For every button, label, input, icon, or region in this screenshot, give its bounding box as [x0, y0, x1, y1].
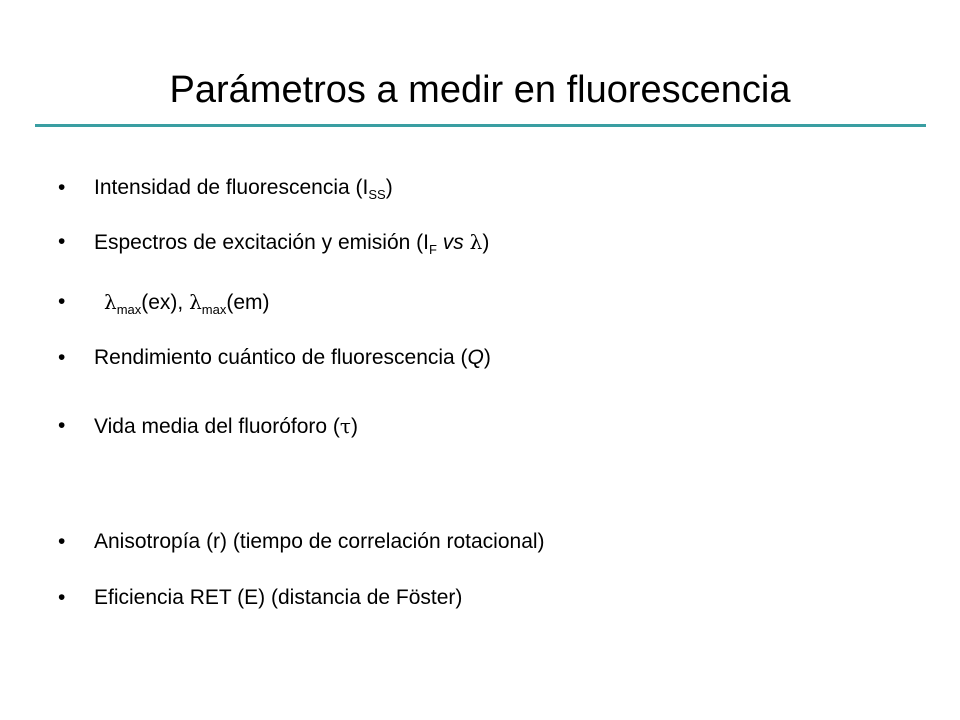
bullet-dot: •: [58, 290, 66, 313]
bullet-text: Eficiencia RET (E) (distancia de Föster): [94, 586, 463, 609]
bullet-dot: •: [58, 176, 66, 199]
bullet-text: Vida media del fluoróforo (τ): [94, 414, 358, 438]
lambda-symbol: λ: [189, 290, 202, 314]
bullet-text: Anisotropía (r) (tiempo de correlación rotacional): [94, 530, 545, 553]
bullet-text: Intensidad de fluorescencia $(I_{SS})$: [94, 176, 393, 202]
slide-title: Parámetros a medir en fluorescencia: [169, 69, 791, 111]
bullet-text: $\lambda_{max}(ex)$, $\lambda_{max}(em)$: [104, 290, 270, 317]
bullet-text: Rendimiento cuántico de fluorescencia (Q): [94, 346, 491, 369]
lambda-symbol: λ: [104, 290, 117, 314]
bullet-text: Espectros de excitación y emisión ($I_F$ vs λ): [94, 230, 490, 257]
bullet-dot: •: [58, 586, 66, 609]
bullet-dot: •: [58, 230, 66, 253]
bullet-dot: •: [58, 346, 66, 369]
title-underline: [35, 124, 926, 127]
bullet-dot: •: [58, 530, 66, 553]
bullet-dot: •: [58, 414, 66, 437]
tau-symbol: τ: [339, 414, 351, 438]
lambda-symbol: λ: [469, 230, 483, 254]
